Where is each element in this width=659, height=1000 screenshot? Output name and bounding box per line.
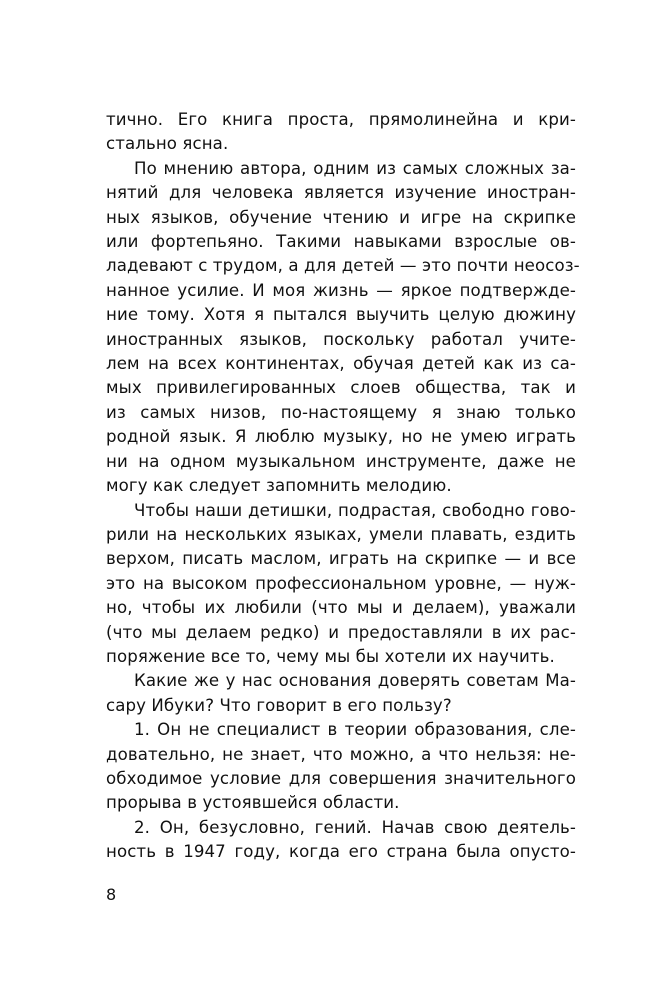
text-line: поряжение все то, чему мы бы хотели их научить. xyxy=(106,646,555,666)
text-line: тично. Его книга проста, прямолинейна и кри- xyxy=(106,110,576,129)
text-line: ность в 1947 году, когда его страна была опусто- xyxy=(106,842,576,862)
text-line: иностранных языков, поскольку работал учите- xyxy=(106,329,576,349)
text-line: или фортепьяно. Такими навыками взрослые ов- xyxy=(106,232,576,252)
text-line: ных языков, обучение чтению и игре на скрипке xyxy=(106,207,576,227)
body-text xyxy=(106,108,580,865)
paragraph xyxy=(106,718,576,816)
paragraph xyxy=(106,499,576,670)
text-line: ние тому. Хотя я пытался выучить целую дюжину xyxy=(106,305,576,325)
paragraph xyxy=(106,157,580,499)
text-line: нанное усилие. И моя жизнь — яркое подтвержде- xyxy=(106,280,576,300)
text-line: ни на одном музыкальном инструменте, даже не xyxy=(106,451,576,471)
text-line: обходимое условие для совершения значительного xyxy=(106,768,576,788)
paragraph xyxy=(106,108,576,157)
text-line: нятий для человека является изучение иностран- xyxy=(106,183,576,203)
text-line: 1. Он не специалист в теории образования, сле- xyxy=(134,720,576,740)
text-line: (что мы делаем редко) и предоставляли в их рас- xyxy=(106,622,576,642)
paragraph xyxy=(106,669,576,718)
text-line: мых привилегированных слоев общества, так и xyxy=(106,378,576,398)
text-line: это на высоком профессиональном уровне, — нуж- xyxy=(106,573,576,593)
paragraph xyxy=(106,816,576,865)
text-line: Какие же у нас основания доверять советам Ма- xyxy=(134,671,576,691)
page-number: 8 xyxy=(106,885,117,904)
text-line: верхом, писать маслом, играть на скрипке — и все xyxy=(106,549,576,569)
text-line: родной язык. Я люблю музыку, но не умею играть xyxy=(106,427,576,447)
text-line: прорыва в устоявшейся области. xyxy=(106,793,400,813)
text-line: По мнению автора, одним из самых сложных за- xyxy=(134,158,576,178)
text-line: сару Ибуки? Что говорит в его пользу? xyxy=(106,695,452,715)
text-line: могу как следует запомнить мелодию. xyxy=(106,476,452,496)
text-line: Чтобы наши детишки, подрастая, свободно гово- xyxy=(134,500,576,520)
text-line: ладевают с трудом, а для детей — это почти неосоз- xyxy=(106,256,580,276)
text-line: но, чтобы их любили (что мы и делаем), уважали xyxy=(106,598,576,618)
text-line: довательно, не знает, что можно, а что нельзя: не- xyxy=(106,744,576,764)
text-line: из самых низов, по-настоящему я знаю только xyxy=(106,402,576,422)
text-line: 2. Он, безусловно, гений. Начав свою деятель- xyxy=(134,817,576,837)
text-line: лем на всех континентах, обучая детей как из са- xyxy=(106,354,576,374)
text-line: стально ясна. xyxy=(106,134,229,154)
text-line: рили на нескольких языках, умели плавать, ездить xyxy=(106,524,576,544)
